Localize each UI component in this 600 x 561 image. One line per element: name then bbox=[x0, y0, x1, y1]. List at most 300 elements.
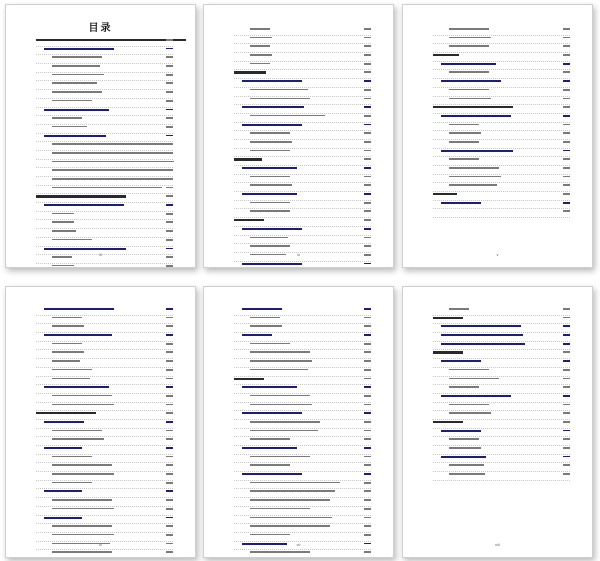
toc-entry-label bbox=[449, 464, 484, 466]
toc-list bbox=[433, 307, 570, 481]
toc-entry-label bbox=[52, 360, 80, 362]
toc-entry-label bbox=[441, 343, 525, 345]
toc-entry-page bbox=[166, 534, 173, 536]
toc-entry bbox=[36, 116, 173, 125]
toc-entry bbox=[36, 368, 173, 377]
toc-entry bbox=[234, 175, 371, 184]
toc-entry-label bbox=[52, 343, 82, 345]
toc-entry bbox=[234, 183, 371, 192]
toc-entry-label bbox=[52, 378, 90, 380]
toc-entry bbox=[234, 324, 371, 333]
toc-entry-label bbox=[250, 482, 340, 484]
toc-entry bbox=[234, 533, 371, 542]
toc-entry-page bbox=[364, 106, 371, 108]
toc-entry-page bbox=[364, 263, 371, 265]
toc-page-4 bbox=[5, 286, 196, 558]
toc-entry-label bbox=[242, 228, 302, 230]
toc-entry bbox=[36, 142, 173, 151]
toc-entry bbox=[234, 385, 371, 394]
toc-entry bbox=[36, 316, 173, 325]
toc-entry-label bbox=[449, 98, 491, 100]
toc-entry bbox=[433, 183, 570, 192]
toc-entry-page bbox=[364, 386, 371, 388]
toc-entry bbox=[36, 55, 173, 64]
toc-entry-page bbox=[563, 80, 570, 82]
toc-entry-page bbox=[364, 219, 371, 221]
toc-entry-page bbox=[364, 482, 371, 484]
toc-entry bbox=[36, 186, 173, 195]
toc-entry-page bbox=[166, 213, 173, 215]
toc-entry-label bbox=[52, 551, 112, 553]
toc-entry-label bbox=[449, 404, 489, 406]
toc-entry-page bbox=[364, 395, 371, 397]
toc-entry-page bbox=[364, 308, 371, 310]
toc-entry bbox=[36, 90, 173, 99]
toc-entry-label bbox=[52, 143, 172, 145]
toc-entry-page bbox=[166, 551, 173, 553]
toc-entry-page bbox=[166, 126, 173, 128]
toc-entry bbox=[433, 53, 570, 62]
toc-entry-page bbox=[563, 386, 570, 388]
toc-entry bbox=[433, 316, 570, 325]
toc-entry-page bbox=[364, 343, 371, 345]
toc-entry bbox=[36, 350, 173, 359]
toc-entry bbox=[433, 175, 570, 184]
toc-entry-page bbox=[364, 490, 371, 492]
toc-entry-page bbox=[364, 517, 371, 519]
toc-entry bbox=[36, 342, 173, 351]
toc-entry-label bbox=[44, 308, 114, 310]
toc-entry-label bbox=[250, 517, 332, 519]
toc-entry bbox=[234, 333, 371, 342]
toc-entry-label bbox=[234, 158, 262, 160]
toc-entry-label bbox=[250, 534, 290, 536]
toc-entry bbox=[234, 342, 371, 351]
toc-entry-page bbox=[364, 412, 371, 414]
toc-entry-page bbox=[563, 106, 570, 108]
toc-entry-page bbox=[166, 248, 173, 250]
toc-entry bbox=[433, 385, 570, 394]
toc-entry-label bbox=[52, 508, 114, 510]
toc-entry bbox=[36, 437, 173, 446]
toc-entry-page bbox=[563, 89, 570, 91]
toc-entry-page bbox=[364, 351, 371, 353]
toc-entry-label bbox=[52, 351, 84, 353]
toc-entry-label bbox=[433, 421, 463, 423]
toc-entry-label bbox=[52, 395, 112, 397]
toc-entry-label bbox=[250, 237, 288, 239]
toc-entry-label bbox=[52, 117, 82, 119]
toc-entry bbox=[36, 177, 173, 186]
toc-entry bbox=[234, 27, 371, 36]
toc-entry-label bbox=[242, 193, 297, 195]
toc-entry bbox=[234, 368, 371, 377]
toc-entry-label bbox=[250, 395, 310, 397]
toc-entry bbox=[36, 125, 173, 134]
toc-entry-label bbox=[250, 490, 335, 492]
toc-entry bbox=[433, 114, 570, 123]
toc-entry-page bbox=[364, 245, 371, 247]
toc-entry-page bbox=[364, 176, 371, 178]
toc-entry-page bbox=[166, 56, 173, 58]
toc-entry-page bbox=[166, 65, 173, 67]
toc-entry-label bbox=[250, 245, 290, 247]
toc-entry bbox=[234, 44, 371, 53]
toc-entry-page bbox=[166, 169, 173, 171]
toc-entry bbox=[234, 157, 371, 166]
toc-entry-label bbox=[52, 82, 97, 84]
toc-entry-page bbox=[364, 141, 371, 143]
toc-entry bbox=[433, 350, 570, 359]
toc-entry-page bbox=[364, 447, 371, 449]
toc-entry bbox=[433, 359, 570, 368]
toc-entry bbox=[234, 403, 371, 412]
toc-entry bbox=[36, 455, 173, 464]
toc-entry-label bbox=[433, 351, 463, 353]
toc-entry-page bbox=[166, 117, 173, 119]
toc-entry bbox=[234, 79, 371, 88]
toc-entry-page bbox=[166, 421, 173, 423]
toc-entry-page bbox=[166, 221, 173, 223]
toc-entry bbox=[234, 359, 371, 368]
toc-entry-label bbox=[44, 517, 82, 519]
toc-entry-label bbox=[36, 39, 186, 41]
toc-entry-label bbox=[250, 54, 272, 56]
toc-entry bbox=[433, 307, 570, 316]
toc-entry bbox=[433, 157, 570, 166]
toc-entry bbox=[36, 446, 173, 455]
toc-entry-label bbox=[52, 404, 114, 406]
toc-entry-page bbox=[364, 325, 371, 327]
toc-entry bbox=[36, 203, 173, 212]
toc-entry-label bbox=[449, 28, 489, 30]
toc-entry bbox=[234, 192, 371, 201]
toc-entry bbox=[433, 44, 570, 53]
toc-entry-label bbox=[36, 195, 126, 197]
toc-entry-page bbox=[563, 421, 570, 423]
toc-entry-page bbox=[364, 45, 371, 47]
toc-entry-page bbox=[563, 45, 570, 47]
toc-entry-label bbox=[250, 132, 290, 134]
toc-entry bbox=[234, 201, 371, 210]
toc-entry bbox=[234, 377, 371, 386]
toc-entry-page bbox=[364, 551, 371, 553]
toc-entry bbox=[36, 47, 173, 56]
toc-entry-page bbox=[563, 210, 570, 212]
toc-entry bbox=[234, 350, 371, 359]
toc-entry bbox=[36, 481, 173, 490]
toc-entry-label bbox=[44, 447, 82, 449]
toc-entry-label bbox=[250, 45, 270, 47]
toc-entry-label bbox=[250, 28, 270, 30]
toc-entry-label bbox=[449, 473, 485, 475]
toc-entry bbox=[433, 192, 570, 201]
page-number: vi bbox=[98, 543, 103, 547]
toc-entry-page bbox=[364, 150, 371, 152]
toc-entry-label bbox=[52, 91, 102, 93]
toc-entry-label bbox=[433, 317, 463, 319]
page-number: vii bbox=[296, 543, 301, 547]
toc-list bbox=[234, 27, 371, 268]
toc-entry bbox=[433, 324, 570, 333]
toc-entry bbox=[234, 411, 371, 420]
toc-entry-page bbox=[166, 456, 173, 458]
toc-page-5 bbox=[203, 286, 394, 558]
toc-entry bbox=[234, 550, 371, 558]
toc-entry-page bbox=[364, 202, 371, 204]
toc-entry bbox=[234, 70, 371, 79]
toc-entry-page bbox=[166, 473, 173, 475]
toc-entry bbox=[36, 516, 173, 525]
toc-entry bbox=[36, 498, 173, 507]
toc-entry-label bbox=[441, 115, 511, 117]
toc-entry-page bbox=[364, 89, 371, 91]
toc-entry bbox=[234, 244, 371, 253]
toc-entry-label bbox=[250, 360, 312, 362]
toc-entry-label bbox=[44, 109, 109, 111]
toc-entry bbox=[433, 463, 570, 472]
toc-entry bbox=[433, 201, 570, 210]
toc-entry-page bbox=[166, 378, 173, 380]
toc-entry-label bbox=[52, 265, 74, 267]
toc-entry-page bbox=[166, 187, 173, 189]
toc-entry-page bbox=[364, 28, 371, 30]
toc-entry-label bbox=[52, 100, 92, 102]
toc-entry bbox=[433, 342, 570, 351]
toc-entry-page bbox=[364, 369, 371, 371]
toc-list bbox=[36, 307, 173, 558]
toc-entry-label bbox=[242, 473, 302, 475]
page-number: iv bbox=[296, 253, 301, 257]
toc-entry-page bbox=[364, 37, 371, 39]
toc-entry-label bbox=[52, 499, 112, 501]
toc-entry-page bbox=[166, 135, 173, 137]
toc-page-3 bbox=[402, 4, 593, 268]
toc-entry bbox=[433, 420, 570, 429]
toc-entry-page bbox=[563, 395, 570, 397]
toc-entry bbox=[36, 385, 173, 394]
toc-entry-page bbox=[563, 167, 570, 169]
toc-entry-page bbox=[166, 508, 173, 510]
toc-entry-label bbox=[250, 150, 290, 152]
toc-entry-page bbox=[166, 265, 173, 267]
toc-entry bbox=[433, 27, 570, 36]
toc-entry bbox=[234, 507, 371, 516]
toc-entry-page bbox=[364, 421, 371, 423]
toc-entry-page bbox=[166, 325, 173, 327]
toc-entry-page bbox=[166, 430, 173, 432]
toc-entry-label bbox=[441, 430, 481, 432]
toc-entry bbox=[433, 123, 570, 132]
toc-entry-page bbox=[563, 404, 570, 406]
toc-entry-label bbox=[449, 158, 479, 160]
toc-entry-label bbox=[250, 508, 310, 510]
toc-entry-label bbox=[44, 421, 84, 423]
toc-entry-label bbox=[250, 430, 318, 432]
toc-entry bbox=[433, 131, 570, 140]
toc-entry-page bbox=[563, 412, 570, 414]
toc-entry-label bbox=[52, 325, 84, 327]
toc-entry-label bbox=[449, 71, 489, 73]
toc-entry-label bbox=[52, 317, 82, 319]
toc-entry-page bbox=[166, 100, 173, 102]
toc-entry-page bbox=[563, 158, 570, 160]
toc-entry-label bbox=[52, 534, 114, 536]
toc-entry-label bbox=[234, 219, 264, 221]
toc-entry-label bbox=[242, 124, 302, 126]
toc-entry bbox=[433, 333, 570, 342]
toc-entry-page bbox=[166, 39, 173, 41]
toc-entry-page bbox=[563, 308, 570, 310]
toc-entry-label bbox=[52, 438, 104, 440]
toc-entry bbox=[433, 411, 570, 420]
toc-entry bbox=[36, 420, 173, 429]
toc-entry bbox=[433, 446, 570, 455]
toc-entry-label bbox=[52, 187, 162, 189]
toc-entry bbox=[36, 463, 173, 472]
toc-entry-page bbox=[563, 28, 570, 30]
toc-entry-page bbox=[166, 109, 173, 111]
toc-entry-page bbox=[166, 195, 173, 197]
toc-entry bbox=[234, 123, 371, 132]
toc-entry bbox=[36, 238, 173, 247]
toc-entry-label bbox=[242, 80, 302, 82]
toc-entry bbox=[234, 97, 371, 106]
toc-entry-label bbox=[242, 412, 302, 414]
toc-entry-page bbox=[166, 239, 173, 241]
toc-entry-label bbox=[44, 204, 124, 206]
toc-entry-label bbox=[250, 464, 290, 466]
toc-entry-page bbox=[563, 115, 570, 117]
toc-entry-label bbox=[250, 98, 310, 100]
toc-entry-label bbox=[250, 89, 308, 91]
toc-entry-label bbox=[441, 325, 521, 327]
toc-entry-page bbox=[364, 317, 371, 319]
toc-entry-page bbox=[364, 132, 371, 134]
toc-entry-page bbox=[166, 517, 173, 519]
toc-entry-page bbox=[364, 438, 371, 440]
toc-entry-page bbox=[563, 369, 570, 371]
toc-entry bbox=[36, 38, 173, 47]
toc-entry bbox=[234, 516, 371, 525]
toc-entry-label bbox=[250, 351, 310, 353]
toc-entry-page bbox=[563, 71, 570, 73]
toc-entry-page bbox=[364, 124, 371, 126]
toc-entry bbox=[433, 88, 570, 97]
toc-entry-label bbox=[234, 378, 264, 380]
toc-entry-page bbox=[563, 378, 570, 380]
toc-entry-page bbox=[166, 74, 173, 76]
toc-entry-page bbox=[166, 412, 173, 414]
toc-entry-page bbox=[166, 369, 173, 371]
toc-entry-label bbox=[250, 499, 330, 501]
toc-entry-page bbox=[166, 395, 173, 397]
toc-entry bbox=[433, 140, 570, 149]
toc-entry bbox=[433, 437, 570, 446]
toc-entry bbox=[36, 151, 173, 160]
toc-entry-label bbox=[52, 430, 102, 432]
toc-entry-label bbox=[433, 54, 459, 56]
toc-entry-page bbox=[364, 473, 371, 475]
toc-entry-label bbox=[449, 369, 489, 371]
toc-entry bbox=[234, 227, 371, 236]
toc-entry bbox=[36, 324, 173, 333]
toc-entry-label bbox=[250, 141, 292, 143]
toc-entry bbox=[234, 498, 371, 507]
toc-entry-label bbox=[449, 37, 491, 39]
toc-entry bbox=[36, 377, 173, 386]
toc-entry-label bbox=[52, 473, 114, 475]
toc-entry-label bbox=[441, 456, 486, 458]
toc-entry-label bbox=[441, 360, 481, 362]
toc-entry-label bbox=[250, 404, 312, 406]
toc-entry-label bbox=[449, 141, 479, 143]
toc-entry-page bbox=[364, 508, 371, 510]
toc-entry bbox=[234, 62, 371, 71]
toc-entry-label bbox=[52, 456, 92, 458]
toc-entry-page bbox=[364, 167, 371, 169]
toc-entry-label bbox=[449, 378, 499, 380]
toc-entry-label bbox=[449, 167, 499, 169]
toc-entry-label bbox=[242, 308, 282, 310]
toc-entry bbox=[234, 262, 371, 268]
toc-entry-label bbox=[52, 464, 112, 466]
toc-entry-label bbox=[242, 447, 297, 449]
toc-entry-label bbox=[52, 74, 104, 76]
toc-entry bbox=[36, 307, 173, 316]
toc-entry-label bbox=[250, 525, 330, 527]
toc-entry-page bbox=[166, 334, 173, 336]
toc-entry-label bbox=[250, 343, 290, 345]
toc-entry bbox=[36, 264, 173, 268]
toc-entry-label bbox=[250, 176, 290, 178]
toc-entry-page bbox=[563, 150, 570, 152]
toc-entry bbox=[36, 160, 173, 169]
toc-entry bbox=[36, 64, 173, 73]
toc-entry-label bbox=[250, 202, 290, 204]
toc-entry-page bbox=[166, 343, 173, 345]
toc-entry bbox=[234, 114, 371, 123]
toc-entry-label bbox=[52, 221, 74, 223]
toc-entry bbox=[433, 209, 570, 218]
toc-entry-page bbox=[166, 82, 173, 84]
toc-entry-page bbox=[166, 308, 173, 310]
toc-entry-page bbox=[166, 482, 173, 484]
toc-entry bbox=[36, 168, 173, 177]
toc-entry-page bbox=[563, 473, 570, 475]
toc-entry-label bbox=[52, 230, 76, 232]
toc-entry-page bbox=[563, 438, 570, 440]
toc-entry-page bbox=[166, 152, 173, 154]
toc-entry-label bbox=[250, 369, 308, 371]
toc-entry-label bbox=[242, 263, 302, 265]
toc-entry-label bbox=[52, 213, 74, 215]
toc-entry bbox=[234, 446, 371, 455]
toc-entry bbox=[433, 36, 570, 45]
toc-entry bbox=[234, 131, 371, 140]
toc-entry bbox=[36, 403, 173, 412]
toc-entry bbox=[36, 212, 173, 221]
toc-entry-label bbox=[44, 135, 106, 137]
toc-entry bbox=[36, 81, 173, 90]
toc-page-1 bbox=[5, 4, 196, 268]
toc-entry bbox=[36, 333, 173, 342]
toc-entry-page bbox=[166, 204, 173, 206]
toc-entry-label bbox=[44, 48, 114, 50]
toc-entry bbox=[234, 236, 371, 245]
toc-entry-label bbox=[250, 317, 280, 319]
toc-entry-label bbox=[449, 386, 479, 388]
